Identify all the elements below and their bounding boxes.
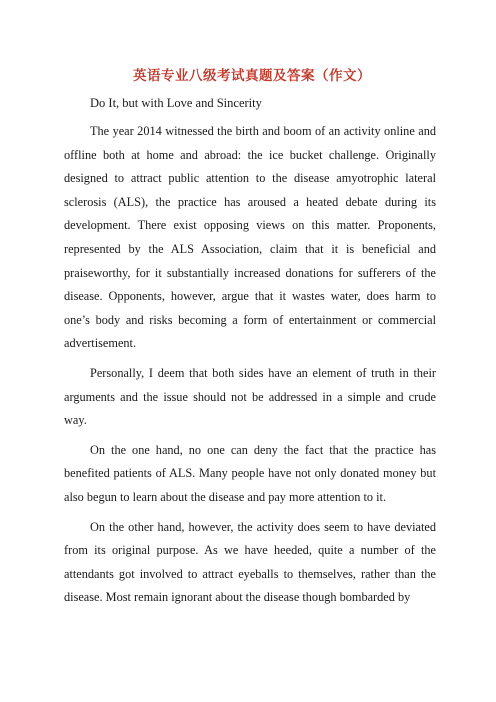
paragraph-1: The year 2014 witnessed the birth and boom of an activity online and offline both at home and abroad: the ice bucket challenge. Originally designed to attract public attention to the disease amyotrophic lateral sclerosis (ALS), the practice has aroused a heated debate during its development. There exist opposing views on this matter. Proponents, represented by the ALS Association, claim that it is beneficial and praiseworthy, for it substantially increased donations for sufferers of the disease. Opponents, however, argue that it wastes water, does harm to one’s body and risks becoming a form of entertainment or commercial advertisement. <box>64 124 436 351</box>
paragraph-3: On the one hand, no one can deny the fact that the practice has benefited patients of ALS. Many people have not only donated money but also begun to learn about the disease and pay more attention to it. <box>64 442 436 504</box>
paragraph-2: Personally, I deem that both sides have an element of truth in their arguments and the issue should not be addressed in a simple and crude way. <box>64 365 436 428</box>
document-heading: 英语专业八级考试真题及答案（作文） <box>133 68 371 84</box>
paragraph-4: On the other hand, however, the activity does seem to have deviated from its original purpose. As we have heeded, quite a number of the attendants got involved to attract eyeballs to themselves, rather than the disease. Most remain ignorant about the disease though bombarded by <box>64 519 436 605</box>
essay-title: Do It, but with Love and Sincerity <box>90 96 262 110</box>
